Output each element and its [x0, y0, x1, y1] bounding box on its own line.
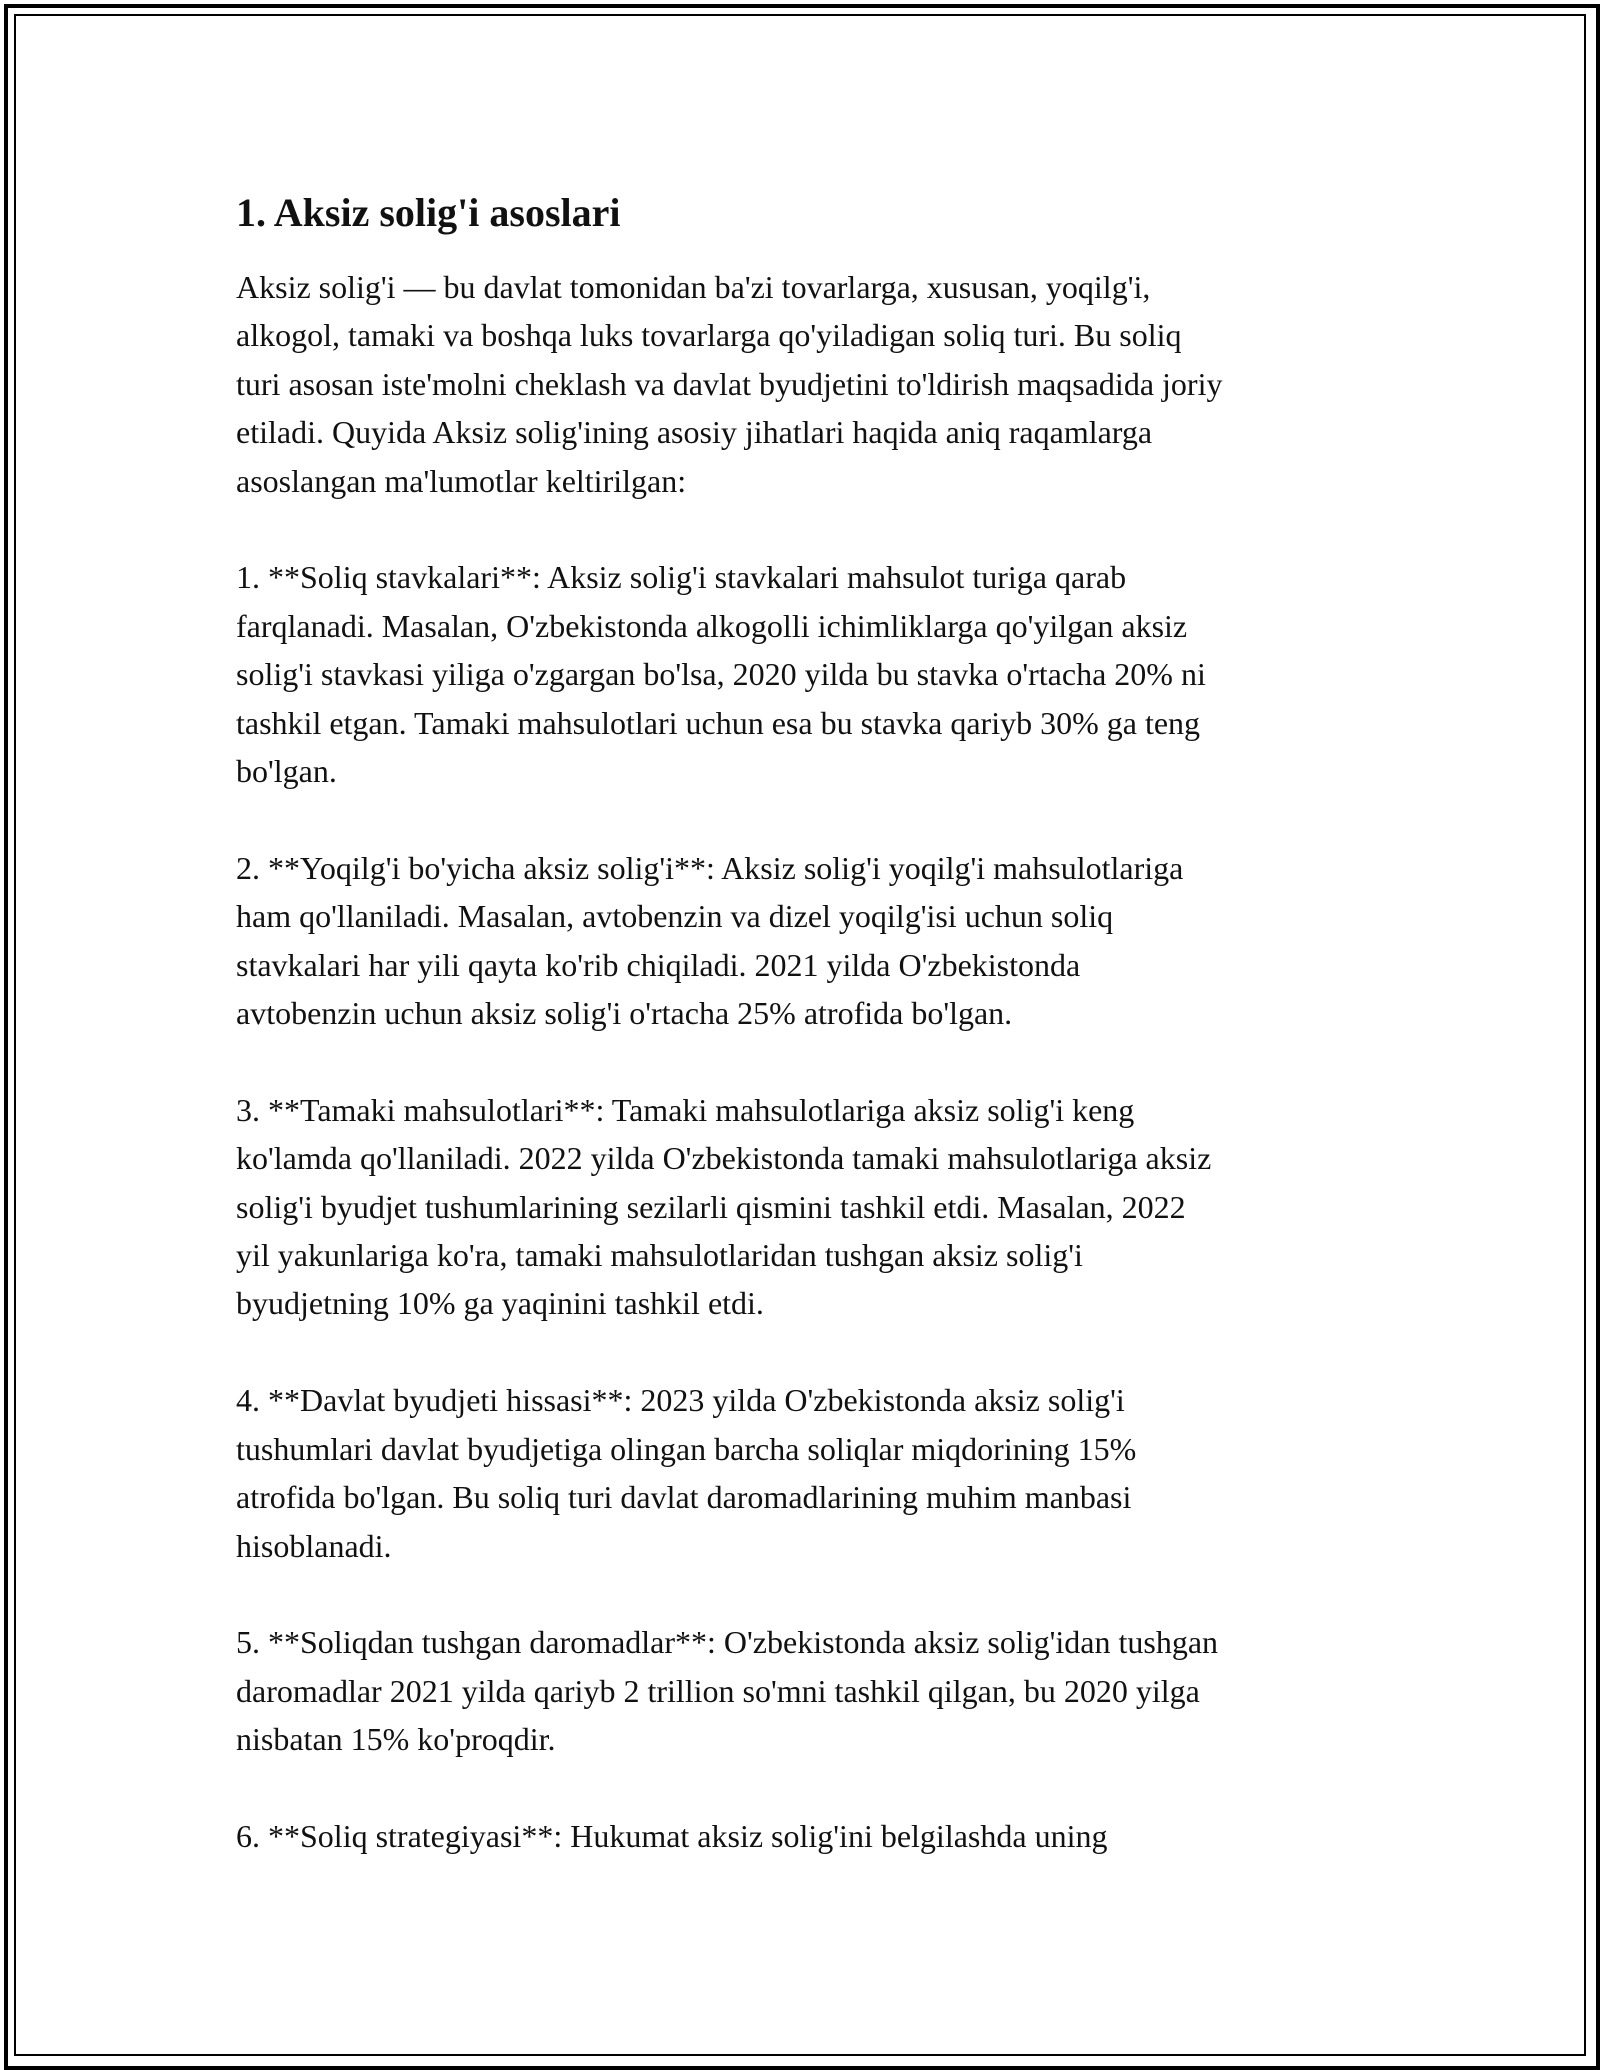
paragraph-gap — [236, 1037, 1376, 1085]
paragraph-gap — [236, 1328, 1376, 1376]
paragraph-gap — [236, 505, 1376, 553]
intro-paragraph: Aksiz solig'i — bu davlat tomonidan ba'zi tovarlarga, xususan, yoqilg'i, alkogol, tamaki va boshqa luks tovarlarga qo'yiladigan soliq turi. Bu soliq turi asosan iste'molni cheklash va davlat byudjetini to'ldirish maqsadida joriy etiladi. Quyida Aksiz solig'ining asosiy jihatlari haqida aniq raqamlarga asoslangan ma'lumotlar keltirilgan: — [236, 269, 1223, 499]
list-item-byudjet-hissasi: 4. **Davlat byudjeti hissasi**: 2023 yilda O'zbekistonda aksiz solig'i tushumlari davlat byudjetiga olingan barcha soliqlar miqdorining 15% atrofida bo'lgan. Bu soliq turi davlat daromadlarining muhim manbasi hisoblanadi. — [236, 1382, 1137, 1564]
paragraph-gap — [236, 1764, 1376, 1812]
list-item-soliq-stavkalari: 1. **Soliq stavkalari**: Aksiz solig'i stavkalari mahsulot turiga qarab farqlanadi. Masalan, O'zbekistonda alkogolli ichimliklarga qo'yilgan aksiz solig'i stavkasi yiliga o'zgargan bo'lsa, 2020 yilda bu stavka o'rtacha 20% ni tashkil etgan. Tamaki mahsulotlari uchun esa bu stavka qariyb 30% ga teng bo'lgan. — [236, 559, 1206, 790]
list-item-tamaki: 3. **Tamaki mahsulotlari**: Tamaki mahsulotlariga aksiz solig'i keng ko'lamda qo'llaniladi. 2022 yilda O'zbekistonda tamaki mahsulotlariga aksiz solig'i byudjet tushumlarining sezilarli qismini tashkil etdi. Masalan, 2022 yil yakunlariga ko'ra, tamaki mahsulotlaridan tushgan aksiz solig'i byudjetning 10% ga yaqinini tashkil etdi. — [236, 1091, 1212, 1322]
list-item-daromadlar: 5. **Soliqdan tushgan daromadlar**: O'zbekistonda aksiz solig'idan tushgan daromadlar 2021 yilda qariyb 2 trillion so'mni tashkil qilgan, bu 2020 yilga nisbatan 15% ko'proqdir. — [236, 1624, 1219, 1758]
section-heading: 1. Aksiz solig'i asoslari — [236, 190, 621, 235]
list-item-strategiya: 6. **Soliq strategiyasi**: Hukumat aksiz solig'ini belgilashda uning — [236, 1817, 1108, 1854]
list-item-yoqilgi: 2. **Yoqilg'i bo'yicha aksiz solig'i**: Aksiz solig'i yoqilg'i mahsulotlariga ham qo'llaniladi. Masalan, avtobenzin va dizel yoqilg'isi uchun soliq stavkalari har yili qayta ko'rib chiqiladi. 2021 yilda O'zbekistonda avtobenzin uchun aksiz solig'i o'rtacha 25% atrofida bo'lgan. — [236, 849, 1184, 1032]
paragraph-gap — [236, 1570, 1376, 1618]
document-body — [236, 185, 1376, 1860]
paragraph-gap — [236, 795, 1376, 843]
